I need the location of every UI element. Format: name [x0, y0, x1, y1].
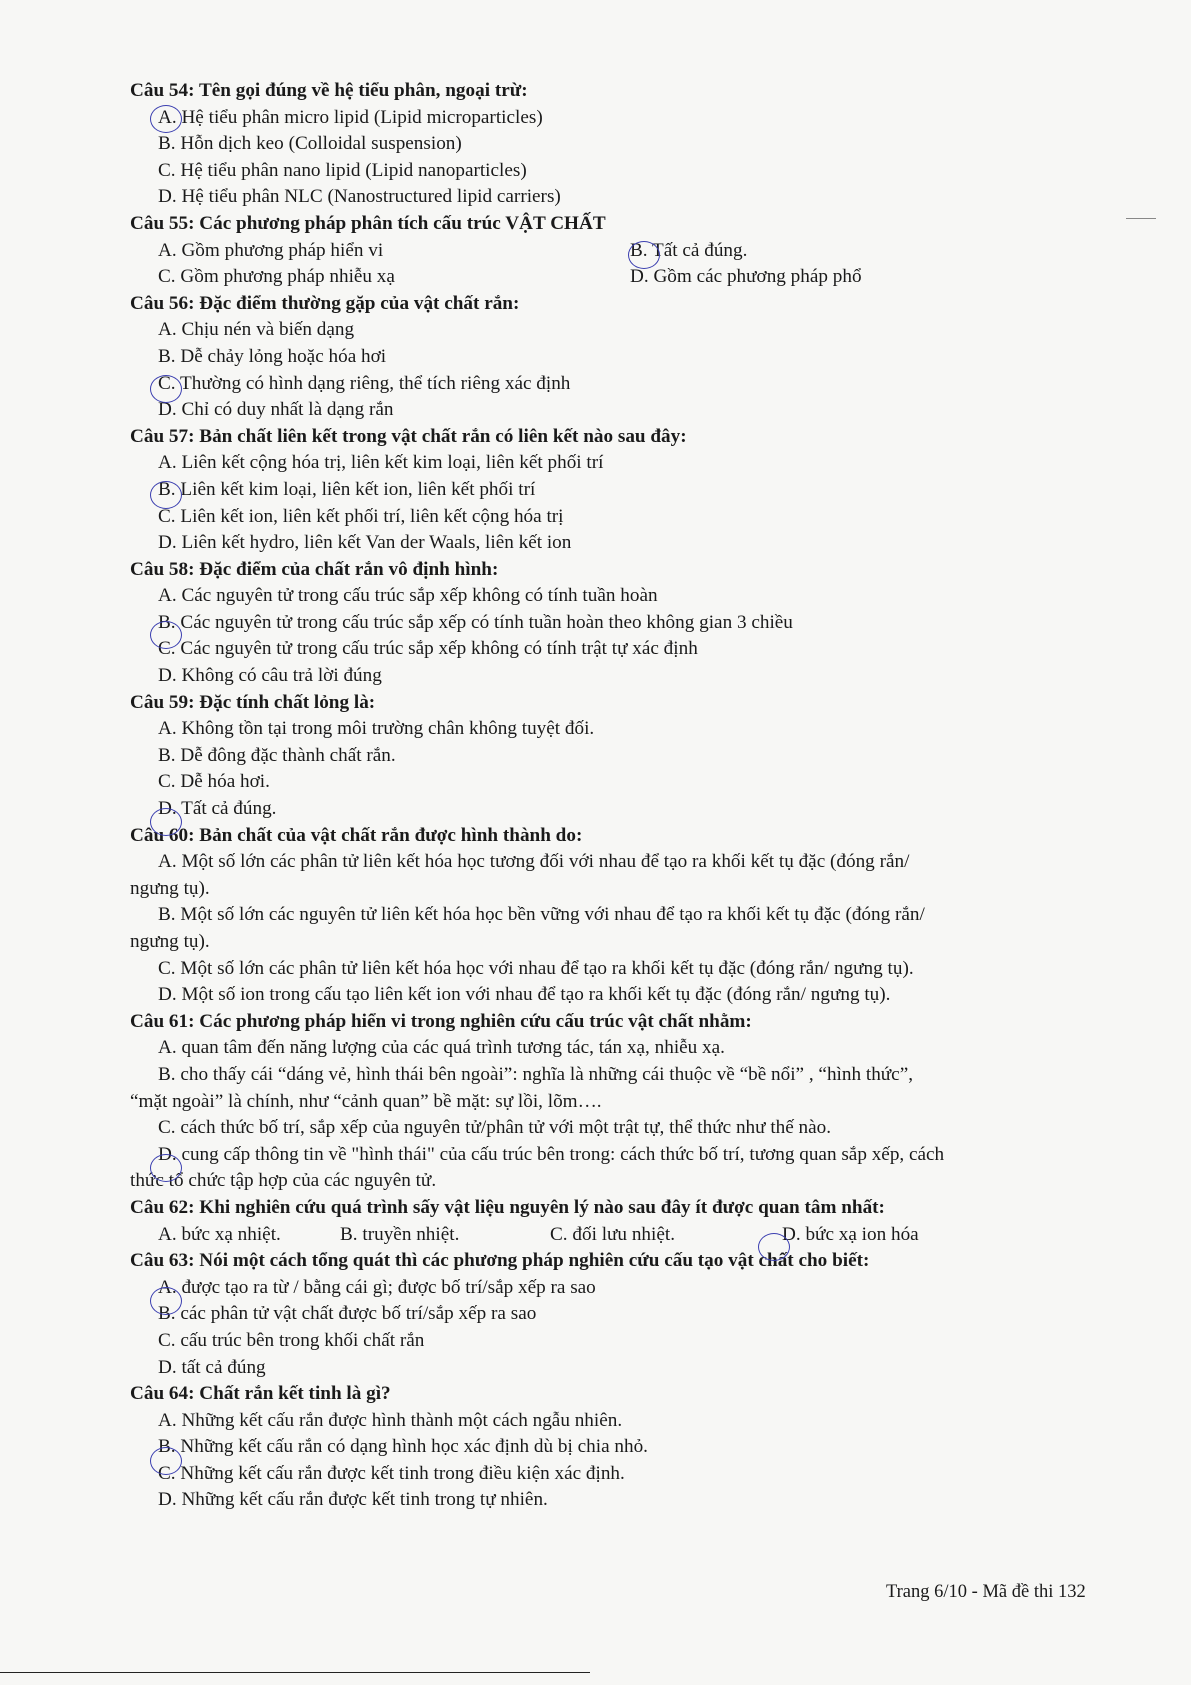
q60-option-a: A. Một số lớn các phân tử liên kết hóa học tương đối với nhau để tạo ra khối kết tụ đặc (đóng rắn/: [158, 851, 910, 873]
exam-content: [130, 78, 1120, 1514]
q61-option-b: B. cho thấy cái “dáng vẻ, hình thái bên ngoài”: nghĩa là những cái thuộc về “bề nổi” , “hình thức”,: [158, 1063, 914, 1085]
q64-option-c: C. Những kết cấu rắn được kết tinh trong điều kiện xác định.: [158, 1462, 625, 1484]
question-57-title: Câu 57: Bản chất liên kết trong vật chất rắn có liên kết nào sau đây:: [130, 425, 687, 447]
q62-option-c: C. đối lưu nhiệt.: [550, 1223, 675, 1245]
q56-option-c: C. Thường có hình dạng riêng, thể tích riêng xác định: [158, 372, 571, 394]
q56-option-b: B. Dễ chảy lỏng hoặc hóa hơi: [158, 345, 387, 367]
q57-option-d: D. Liên kết hydro, liên kết Van der Waals, liên kết ion: [158, 532, 572, 554]
q56-option-d: D. Chỉ có duy nhất là dạng rắn: [158, 399, 394, 421]
q58-option-a: A. Các nguyên tử trong cấu trúc sắp xếp không có tính tuần hoàn: [158, 585, 658, 607]
q64-option-d: D. Những kết cấu rắn được kết tinh trong tự nhiên.: [158, 1489, 548, 1511]
q59-option-b: B. Dễ đông đặc thành chất rắn.: [158, 744, 396, 766]
q57-option-c: C. Liên kết ion, liên kết phối trí, liên kết cộng hóa trị: [158, 505, 564, 527]
page-bottom-rule: [0, 1672, 590, 1673]
q61-option-a: A. quan tâm đến năng lượng của các quá trình tương tác, tán xạ, nhiễu xạ.: [158, 1037, 725, 1059]
answer-circle-q58-b: [150, 621, 182, 649]
answer-circle-q63-a: [150, 1287, 182, 1315]
q61-option-d: D. cung cấp thông tin về "hình thái" của cấu trúc bên trong: cách thức bố trí, tương quan sắp xếp, cách: [158, 1143, 945, 1165]
q55-row-1: [130, 238, 1120, 265]
answer-circle-q56-c: [150, 375, 182, 403]
q64-option-a: A. Những kết cấu rắn được hình thành một cách ngẫu nhiên.: [158, 1409, 623, 1431]
answer-circle-q57-b: [150, 481, 182, 509]
q60-option-b: B. Một số lớn các nguyên tử liên kết hóa học bền vững với nhau để tạo ra khối kết tụ đặc (đóng rắn/: [158, 904, 925, 926]
q61-option-d-cont: thức tổ chức tập hợp của các nguyên tử.: [130, 1170, 437, 1192]
page-footer: Trang 6/10 - Mã đề thi 132: [886, 1582, 1086, 1602]
answer-circle-q54-a: [150, 105, 182, 133]
q58-option-c: C. Các nguyên tử trong cấu trúc sắp xếp không có tính trật tự xác định: [158, 638, 698, 660]
q56-option-a: A. Chịu nén và biến dạng: [158, 319, 355, 341]
q60-option-d: D. Một số ion trong cấu tạo liên kết ion với nhau để tạo ra khối kết tụ đặc (đóng rắn/ ngưng tụ).: [158, 984, 891, 1006]
answer-circle-q62-d: [758, 1233, 790, 1261]
q54-option-a: A. Hệ tiểu phân micro lipid (Lipid microparticles): [158, 106, 543, 128]
q64-option-b: B. Những kết cấu rắn có dạng hình học xác định dù bị chia nhỏ.: [158, 1436, 648, 1458]
question-55-title: Câu 55: Các phương pháp phân tích cấu trúc VẬT CHẤT: [130, 212, 606, 234]
question-54-title: Câu 54: Tên gọi đúng về hệ tiểu phân, ngoại trừ:: [130, 80, 528, 101]
q60-option-a-cont: ngưng tụ).: [130, 877, 210, 899]
answer-circle-q55-b: [628, 241, 660, 269]
q61-option-b-cont: “mặt ngoài” là chính, như “cảnh quan” bề mặt: sự lồi, lõm….: [130, 1090, 602, 1112]
q55-row-2: [130, 264, 1120, 291]
q58-option-b: B. Các nguyên tử trong cấu trúc sắp xếp có tính tuần hoàn theo không gian 3 chiều: [158, 611, 793, 633]
q63-option-d: D. tất cả đúng: [158, 1356, 266, 1378]
question-62-title: Câu 62: Khi nghiên cứu quá trình sấy vật liệu nguyên lý nào sau đây ít được quan tâm nhất:: [130, 1196, 885, 1218]
q57-option-a: A. Liên kết cộng hóa trị, liên kết kim loại, liên kết phối trí: [158, 452, 604, 474]
q59-option-d: D. Tất cả đúng.: [158, 798, 277, 820]
question-58-title: Câu 58: Đặc điểm của chất rắn vô định hình:: [130, 558, 499, 580]
q54-option-c: C. Hệ tiểu phân nano lipid (Lipid nanoparticles): [158, 159, 527, 181]
q59-option-c: C. Dễ hóa hơi.: [158, 771, 270, 793]
q57-option-b: B. Liên kết kim loại, liên kết ion, liên kết phối trí: [158, 478, 536, 500]
q63-option-b: B. các phân tử vật chất được bố trí/sắp xếp ra sao: [158, 1303, 537, 1325]
question-59-title: Câu 59: Đặc tính chất lỏng là:: [130, 691, 376, 713]
q55-option-b: B. Tất cả đúng.: [630, 239, 748, 261]
q63-option-a: A. được tạo ra từ / bằng cái gì; được bố trí/sắp xếp ra sao: [158, 1276, 596, 1298]
q63-option-c: C. cấu trúc bên trong khối chất rắn: [158, 1329, 425, 1351]
question-64-title: Câu 64: Chất rắn kết tinh là gì?: [130, 1383, 391, 1405]
q55-option-a: A. Gồm phương pháp hiển vi: [158, 239, 384, 261]
question-63-title: Câu 63: Nói một cách tổng quát thì các phương pháp nghiên cứu cấu tạo vật chất cho biết:: [130, 1250, 870, 1272]
question-60-title: Câu 60: Bản chất của vật chất rắn được hình thành do:: [130, 824, 583, 846]
q58-option-d: D. Không có câu trả lời đúng: [158, 665, 382, 687]
q59-option-a: A. Không tồn tại trong môi trường chân không tuyệt đối.: [158, 718, 595, 740]
q54-option-b: B. Hỗn dịch keo (Colloidal suspension): [158, 133, 462, 155]
question-56-title: Câu 56: Đặc điểm thường gặp của vật chất rắn:: [130, 292, 520, 314]
q62-option-d: D. bức xạ ion hóa: [782, 1223, 919, 1245]
page-edge-mark: [1126, 218, 1156, 219]
q62-option-a: A. bức xạ nhiệt.: [158, 1223, 281, 1245]
answer-circle-q61-d: [150, 1154, 182, 1182]
q62-options-row: [130, 1222, 1120, 1249]
q61-option-c: C. cách thức bố trí, sắp xếp của nguyên tử/phân tử với một trật tự, thể thức như thế nào.: [158, 1117, 832, 1139]
q54-option-d: D. Hệ tiểu phân NLC (Nanostructured lipid carriers): [158, 186, 561, 208]
answer-circle-q64-b: [150, 1447, 182, 1475]
q55-option-d: D. Gồm các phương pháp phổ: [630, 266, 862, 288]
q55-option-c: C. Gồm phương pháp nhiễu xạ: [158, 266, 395, 288]
q60-option-b-cont: ngưng tụ).: [130, 931, 210, 952]
q62-option-b: B. truyền nhiệt.: [340, 1223, 460, 1245]
answer-circle-q59-d: [150, 808, 182, 836]
q60-option-c: C. Một số lớn các phân tử liên kết hóa học với nhau để tạo ra khối kết tụ đặc (đóng rắn/ ngưng tụ).: [158, 957, 914, 979]
question-61-title: Câu 61: Các phương pháp hiển vi trong nghiên cứu cấu trúc vật chất nhằm:: [130, 1010, 752, 1032]
